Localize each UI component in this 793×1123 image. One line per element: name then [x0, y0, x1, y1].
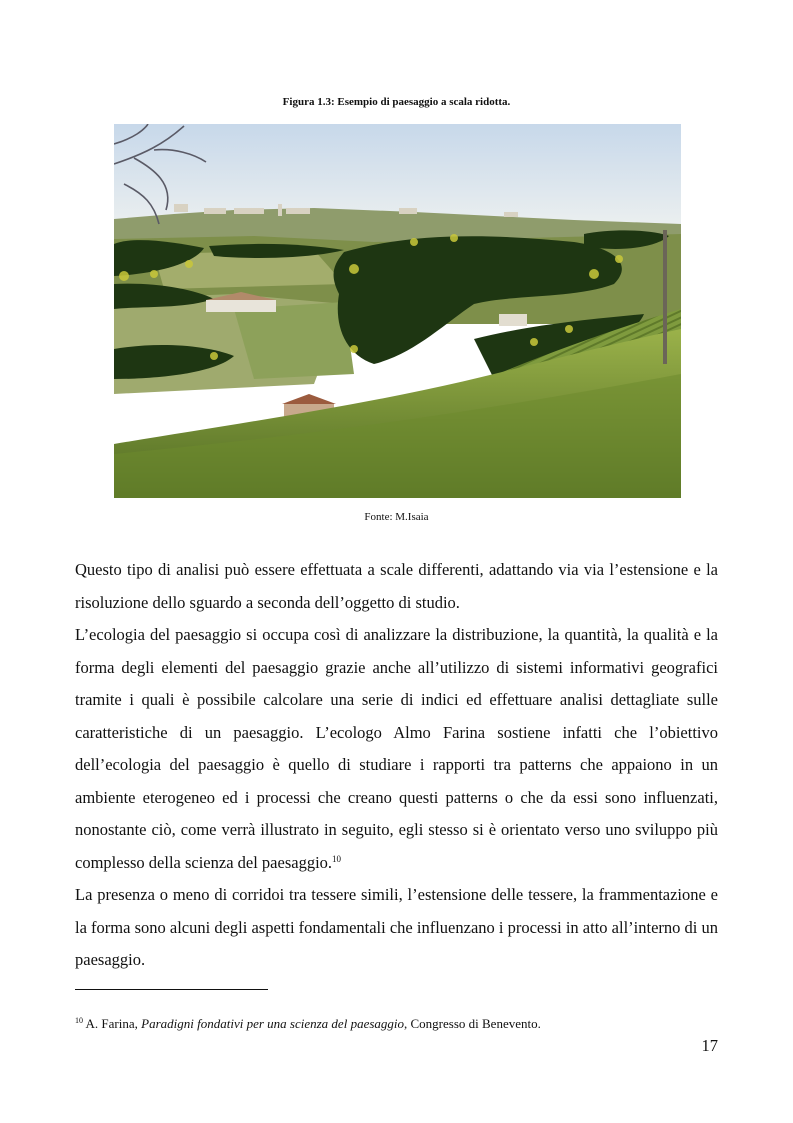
paragraph: La presenza o meno di corridoi tra tessere simili, l’estensione delle tessere, la frammentazione e la forma sono alcuni degli aspetti fondamentali che influenzano i processi in atto all’interno di un paesaggio. — [75, 885, 718, 969]
paragraph: Questo tipo di analisi può essere effettuata a scale differenti, adattando via via l’estensione e la risoluzione dello sguardo a seconda dell’oggetto di studio. — [75, 560, 718, 612]
footnote-number: 10 — [75, 1016, 83, 1025]
paragraph-text: L’ecologia del paesaggio si occupa così di analizzare la distribuzione, la quantità, la qualità e la forma degli elementi del paesaggio grazie anche all’utilizzo di sistemi informativi geografici tramite i quali è possibile calcolare una serie di indici ed effettuare analisi dettagliate sulle caratteristiche di un paesaggio. L’ecologo Almo Farina sostiene infatti che l’obiettivo dell’ecologia del paesaggio è quello di studiare i rapporti tra patterns che appaiono in un ambiente eterogeneo ed i processi che creano questi patterns o che da essi sono influenzati, nonostante ciò, come verrà illustrato in seguito, egli stesso si è orientato verso uno sviluppo più complesso della scienza del paesaggio. — [75, 625, 718, 872]
figure-source: Fonte: M.Isaia — [364, 511, 429, 523]
footnote-author: A. Farina, — [83, 1016, 142, 1031]
figure-caption: Figura 1.3: Esempio di paesaggio a scala ridotta. — [282, 96, 511, 108]
body-text — [75, 554, 718, 977]
landscape-photo — [114, 124, 681, 498]
page-number: 17 — [701, 1036, 718, 1055]
footnote-separator — [75, 989, 268, 990]
footnote-reference[interactable]: 10 — [332, 853, 342, 864]
paragraph — [75, 619, 718, 879]
footnote — [75, 1016, 541, 1032]
landscape-image — [114, 124, 681, 498]
footnote-title: Paradigni fondativi per una scienza del paesaggio — [141, 1016, 405, 1031]
footnote-rest: , Congresso di Benevento. — [404, 1016, 541, 1031]
